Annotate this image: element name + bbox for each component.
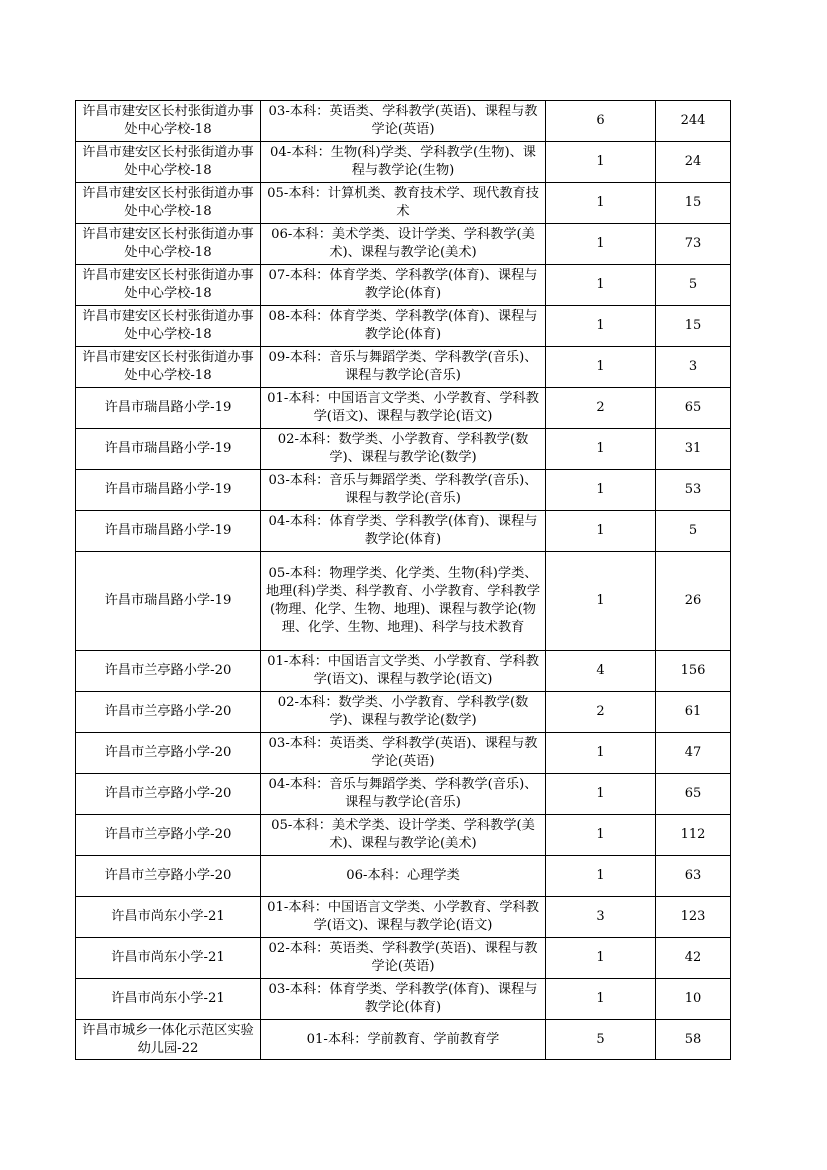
applicants-cell: 73 bbox=[656, 224, 731, 265]
applicants-cell: 112 bbox=[656, 815, 731, 856]
major-cell: 04-本科：音乐与舞蹈学类、学科教学(音乐)、课程与教学论(音乐) bbox=[261, 774, 546, 815]
major-cell: 03-本科：英语类、学科教学(英语)、课程与教学论(英语) bbox=[261, 733, 546, 774]
count-cell: 1 bbox=[546, 815, 656, 856]
table-row bbox=[76, 265, 731, 306]
count-cell: 1 bbox=[546, 979, 656, 1020]
count-cell: 1 bbox=[546, 429, 656, 470]
school-cell: 许昌市瑞昌路小学-19 bbox=[76, 429, 261, 470]
school-cell: 许昌市建安区长村张街道办事处中心学校-18 bbox=[76, 347, 261, 388]
school-cell: 许昌市尚东小学-21 bbox=[76, 979, 261, 1020]
count-cell: 5 bbox=[546, 1020, 656, 1060]
major-cell: 06-本科：心理学类 bbox=[261, 856, 546, 897]
table-row bbox=[76, 979, 731, 1020]
applicants-cell: 3 bbox=[656, 347, 731, 388]
applicants-cell: 31 bbox=[656, 429, 731, 470]
major-cell: 05-本科：计算机类、教育技术学、现代教育技术 bbox=[261, 183, 546, 224]
school-cell: 许昌市兰亭路小学-20 bbox=[76, 815, 261, 856]
count-cell: 1 bbox=[546, 511, 656, 552]
major-cell: 07-本科：体育学类、学科教学(体育)、课程与教学论(体育) bbox=[261, 265, 546, 306]
major-cell: 02-本科：数学类、小学教育、学科教学(数学)、课程与教学论(数学) bbox=[261, 692, 546, 733]
count-cell: 1 bbox=[546, 142, 656, 183]
major-cell: 03-本科：体育学类、学科教学(体育)、课程与教学论(体育) bbox=[261, 979, 546, 1020]
applicants-cell: 26 bbox=[656, 552, 731, 651]
major-cell: 03-本科：英语类、学科教学(英语)、课程与教学论(英语) bbox=[261, 101, 546, 142]
applicants-cell: 42 bbox=[656, 938, 731, 979]
count-cell: 2 bbox=[546, 388, 656, 429]
major-cell: 03-本科：音乐与舞蹈学类、学科教学(音乐)、课程与教学论(音乐) bbox=[261, 470, 546, 511]
school-cell: 许昌市尚东小学-21 bbox=[76, 938, 261, 979]
major-cell: 04-本科：体育学类、学科教学(体育)、课程与教学论(体育) bbox=[261, 511, 546, 552]
table-row bbox=[76, 856, 731, 897]
count-cell: 1 bbox=[546, 552, 656, 651]
school-cell: 许昌市兰亭路小学-20 bbox=[76, 651, 261, 692]
applicants-cell: 63 bbox=[656, 856, 731, 897]
count-cell: 1 bbox=[546, 470, 656, 511]
table-row bbox=[76, 470, 731, 511]
table-row bbox=[76, 897, 731, 938]
applicants-cell: 244 bbox=[656, 101, 731, 142]
school-cell: 许昌市建安区长村张街道办事处中心学校-18 bbox=[76, 142, 261, 183]
applicants-cell: 15 bbox=[656, 306, 731, 347]
school-cell: 许昌市建安区长村张街道办事处中心学校-18 bbox=[76, 265, 261, 306]
applicants-cell: 65 bbox=[656, 388, 731, 429]
major-cell: 02-本科：数学类、小学教育、学科教学(数学)、课程与教学论(数学) bbox=[261, 429, 546, 470]
major-cell: 09-本科：音乐与舞蹈学类、学科教学(音乐)、课程与教学论(音乐) bbox=[261, 347, 546, 388]
table-row bbox=[76, 101, 731, 142]
count-cell: 1 bbox=[546, 938, 656, 979]
count-cell: 2 bbox=[546, 692, 656, 733]
major-cell: 01-本科：中国语言文学类、小学教育、学科教学(语文)、课程与教学论(语文) bbox=[261, 388, 546, 429]
school-cell: 许昌市兰亭路小学-20 bbox=[76, 774, 261, 815]
count-cell: 1 bbox=[546, 306, 656, 347]
major-cell: 05-本科：物理学类、化学类、生物(科)学类、地理(科)学类、科学教育、小学教育、学科教学(物理、化学、生物、地理)、课程与教学论(物理、化学、生物、地理)、科学与技术教育 bbox=[261, 552, 546, 651]
table-row bbox=[76, 347, 731, 388]
count-cell: 1 bbox=[546, 265, 656, 306]
table-row bbox=[76, 142, 731, 183]
recruitment-table bbox=[75, 100, 731, 1060]
table-row bbox=[76, 651, 731, 692]
table-row bbox=[76, 692, 731, 733]
school-cell: 许昌市瑞昌路小学-19 bbox=[76, 511, 261, 552]
table-row bbox=[76, 774, 731, 815]
count-cell: 3 bbox=[546, 897, 656, 938]
school-cell: 许昌市建安区长村张街道办事处中心学校-18 bbox=[76, 101, 261, 142]
applicants-cell: 10 bbox=[656, 979, 731, 1020]
major-cell: 05-本科：美术学类、设计学类、学科教学(美术)、课程与教学论(美术) bbox=[261, 815, 546, 856]
school-cell: 许昌市城乡一体化示范区实验幼儿园-22 bbox=[76, 1020, 261, 1060]
school-cell: 许昌市建安区长村张街道办事处中心学校-18 bbox=[76, 183, 261, 224]
school-cell: 许昌市瑞昌路小学-19 bbox=[76, 470, 261, 511]
school-cell: 许昌市瑞昌路小学-19 bbox=[76, 552, 261, 651]
school-cell: 许昌市兰亭路小学-20 bbox=[76, 692, 261, 733]
applicants-cell: 24 bbox=[656, 142, 731, 183]
school-cell: 许昌市兰亭路小学-20 bbox=[76, 856, 261, 897]
applicants-cell: 65 bbox=[656, 774, 731, 815]
applicants-cell: 5 bbox=[656, 511, 731, 552]
table-row bbox=[76, 429, 731, 470]
major-cell: 01-本科：中国语言文学类、小学教育、学科教学(语文)、课程与教学论(语文) bbox=[261, 651, 546, 692]
applicants-cell: 156 bbox=[656, 651, 731, 692]
major-cell: 06-本科：美术学类、设计学类、学科教学(美术)、课程与教学论(美术) bbox=[261, 224, 546, 265]
table-row bbox=[76, 388, 731, 429]
count-cell: 1 bbox=[546, 347, 656, 388]
applicants-cell: 15 bbox=[656, 183, 731, 224]
major-cell: 01-本科：中国语言文学类、小学教育、学科教学(语文)、课程与教学论(语文) bbox=[261, 897, 546, 938]
major-cell: 02-本科：英语类、学科教学(英语)、课程与教学论(英语) bbox=[261, 938, 546, 979]
table-row bbox=[76, 306, 731, 347]
table-row bbox=[76, 733, 731, 774]
applicants-cell: 61 bbox=[656, 692, 731, 733]
count-cell: 4 bbox=[546, 651, 656, 692]
count-cell: 1 bbox=[546, 733, 656, 774]
major-cell: 01-本科：学前教育、学前教育学 bbox=[261, 1020, 546, 1060]
applicants-cell: 53 bbox=[656, 470, 731, 511]
count-cell: 6 bbox=[546, 101, 656, 142]
table-row bbox=[76, 552, 731, 651]
count-cell: 1 bbox=[546, 224, 656, 265]
major-cell: 04-本科：生物(科)学类、学科教学(生物)、课程与教学论(生物) bbox=[261, 142, 546, 183]
school-cell: 许昌市兰亭路小学-20 bbox=[76, 733, 261, 774]
count-cell: 1 bbox=[546, 856, 656, 897]
school-cell: 许昌市建安区长村张街道办事处中心学校-18 bbox=[76, 224, 261, 265]
table-row bbox=[76, 815, 731, 856]
applicants-cell: 58 bbox=[656, 1020, 731, 1060]
table-row bbox=[76, 224, 731, 265]
school-cell: 许昌市尚东小学-21 bbox=[76, 897, 261, 938]
applicants-cell: 123 bbox=[656, 897, 731, 938]
applicants-cell: 47 bbox=[656, 733, 731, 774]
table-row bbox=[76, 938, 731, 979]
applicants-cell: 5 bbox=[656, 265, 731, 306]
count-cell: 1 bbox=[546, 774, 656, 815]
school-cell: 许昌市瑞昌路小学-19 bbox=[76, 388, 261, 429]
table-row bbox=[76, 1020, 731, 1060]
count-cell: 1 bbox=[546, 183, 656, 224]
table-row bbox=[76, 183, 731, 224]
school-cell: 许昌市建安区长村张街道办事处中心学校-18 bbox=[76, 306, 261, 347]
major-cell: 08-本科：体育学类、学科教学(体育)、课程与教学论(体育) bbox=[261, 306, 546, 347]
table-row bbox=[76, 511, 731, 552]
